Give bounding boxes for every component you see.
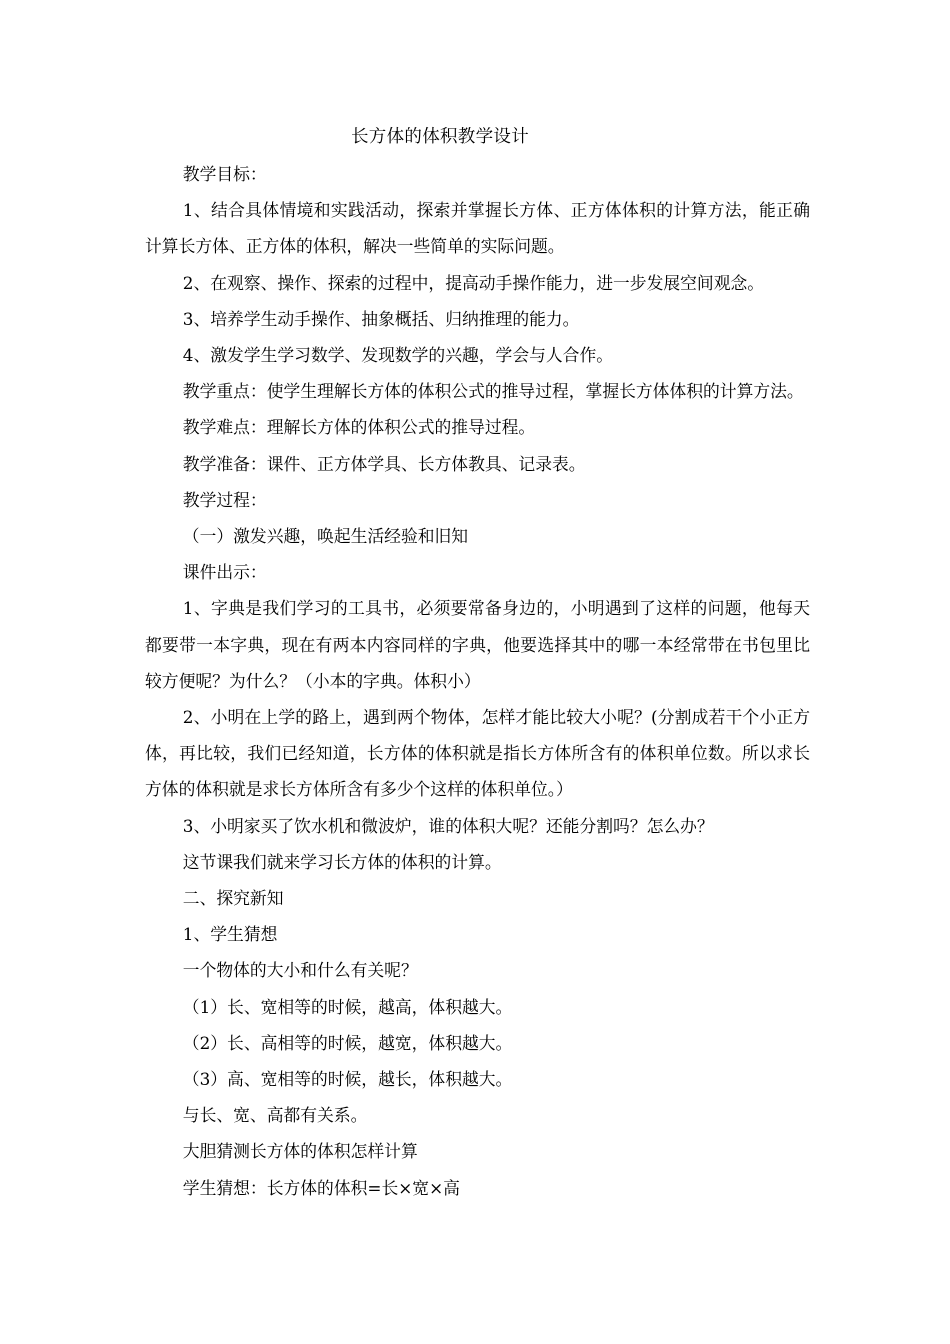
paragraph: 大胆猜测长方体的体积怎样计算: [182, 1141, 418, 1162]
paragraph: 与长、宽、高都有关系。: [182, 1105, 368, 1126]
paragraph: 3、小明家买了饮水机和微波炉，谁的体积大呢？还能分割吗？怎么办？: [182, 815, 714, 836]
paragraph: （3）高、宽相等的时候，越长，体积越大。: [182, 1069, 513, 1090]
paragraph: 2、在观察、操作、探索的过程中，提高动手操作能力，进一步发展空间观念。: [182, 272, 765, 293]
paragraph: 2、小明在上学的路上，遇到两个物体，怎样才能比较大小呢？(分割成若干个小正方体，再比较，我们已经知道，长方体的体积就是指长方体所含有的体积单位数。所以求长方体的体积就是求长方体所含有多少个这样的体积单位。）: [145, 707, 810, 800]
paragraph: （1）长、宽相等的时候，越高，体积越大。: [182, 996, 513, 1017]
paragraph: 教学过程：: [182, 489, 267, 510]
paragraph: 1、学生猜想: [182, 924, 278, 945]
paragraph: 4、激发学生学习数学、发现数学的兴趣，学会与人合作。: [182, 345, 614, 366]
document-title: 长方体的体积教学设计: [351, 127, 529, 147]
paragraph: 教学难点：理解长方体的体积公式的推导过程。: [182, 417, 536, 438]
document-body: [145, 156, 810, 1206]
paragraph: 一个物体的大小和什么有关呢？: [182, 960, 418, 981]
paragraph: 1、字典是我们学习的工具书，必须要常备身边的，小明遇到了这样的问题，他每天都要带一本字典，现在有两本内容同样的字典，他要选择其中的哪一本经常带在书包里比较方便呢？为什么？（小本的字典。体积小）: [145, 598, 810, 691]
paragraph: 这节课我们就来学习长方体的体积的计算。: [182, 851, 502, 872]
paragraph: 教学重点：使学生理解长方体的体积公式的推导过程，掌握长方体体积的计算方法。: [182, 381, 804, 402]
paragraph: 3、培养学生动手操作、抽象概括、归纳推理的能力。: [182, 308, 580, 329]
paragraph: 二、探究新知: [182, 888, 284, 909]
paragraph: 教学准备：课件、正方体学具、长方体教具、记录表。: [182, 453, 586, 474]
paragraph: （2）长、高相等的时候，越宽，体积越大。: [182, 1032, 513, 1053]
paragraph: （一）激发兴趣，唤起生活经验和旧知: [182, 526, 469, 547]
paragraph: 课件出示：: [182, 562, 267, 583]
paragraph: 教学目标：: [182, 164, 267, 184]
paragraph: 1、结合具体情境和实践活动，探索并掌握长方体、正方体体积的计算方法，能正确计算长方体、正方体的体积，解决一些简单的实际问题。: [145, 200, 810, 257]
paragraph: 学生猜想：长方体的体积=长×宽×高: [182, 1177, 460, 1198]
